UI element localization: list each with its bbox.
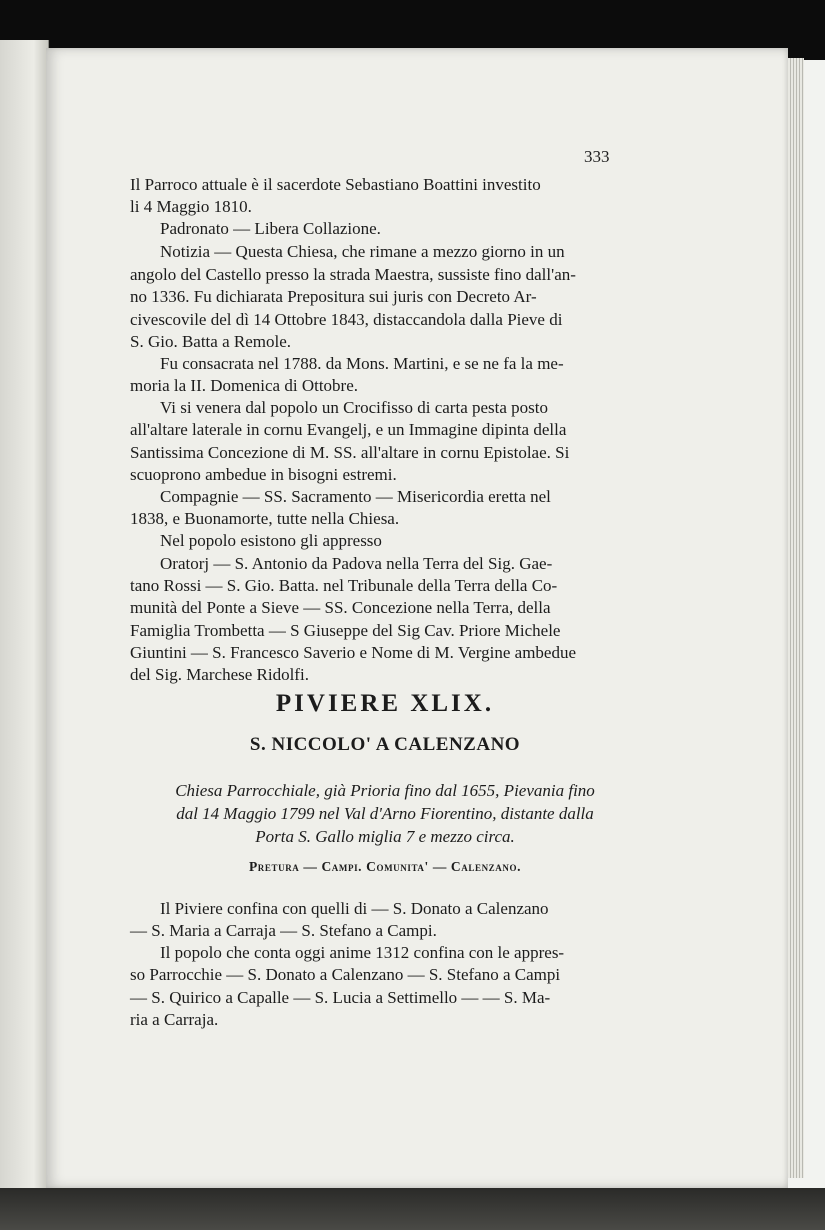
description-line: dal 14 Maggio 1799 nel Val d'Arno Fiorentino, distante dalla bbox=[176, 804, 594, 823]
text-line: no 1336. Fu dichiarata Prepositura sui juris con Decreto Ar- bbox=[130, 287, 537, 306]
text-line: Nel popolo esistono gli appresso bbox=[160, 531, 382, 550]
text-line: angolo del Castello presso la strada Maestra, sussiste fino dall'an- bbox=[130, 265, 576, 284]
text-line: Vi si venera dal popolo un Crocifisso di carta pesta posto bbox=[160, 398, 549, 417]
text-line: Compagnie — SS. Sacramento — Misericordia eretta nel bbox=[160, 487, 551, 506]
closing-line: so Parrocchie — S. Donato a Calenzano — S. Stefano a Campi bbox=[130, 965, 561, 984]
description-line: Porta S. Gallo miglia 7 e mezzo circa. bbox=[255, 827, 515, 846]
jurisdiction-line: Pretura — Campi. Comunita' — Calenzano. bbox=[248, 859, 522, 874]
text-line: S. Gio. Batta a Remole. bbox=[130, 332, 292, 351]
text-line: Famiglia Trombetta — S Giuseppe del Sig Cav. Priore Michele bbox=[130, 621, 561, 640]
table-surface bbox=[0, 1188, 825, 1230]
closing-line: Il popolo che conta oggi anime 1312 confina con le appres- bbox=[160, 943, 565, 962]
text-line: Notizia — Questa Chiesa, che rimane a mezzo giorno in un bbox=[160, 242, 565, 261]
page-number: 333 bbox=[584, 147, 610, 166]
text-line: Giuntini — S. Francesco Saverio e Nome di M. Vergine ambedue bbox=[130, 643, 577, 662]
text-line: Santissima Concezione di M. SS. all'altare in cornu Epistolae. Si bbox=[130, 443, 570, 462]
closing-line: — S. Quirico a Capalle — S. Lucia a Settimello — — S. Ma- bbox=[130, 988, 551, 1007]
text-line: scuoprono ambedue in bisogni estremi. bbox=[130, 465, 397, 484]
text-line: munità del Ponte a Sieve — SS. Concezione nella Terra, della bbox=[130, 598, 551, 617]
text-line: Oratorj — S. Antonio da Padova nella Terra del Sig. Gae- bbox=[160, 554, 553, 573]
text-line: civescovile del dì 14 Ottobre 1843, distaccandola dalla Pieve di bbox=[130, 310, 563, 329]
text-line: li 4 Maggio 1810. bbox=[130, 197, 252, 216]
text-line: moria la II. Domenica di Ottobre. bbox=[130, 376, 359, 395]
text-line: tano Rossi — S. Gio. Batta. nel Tribunale della Terra della Co- bbox=[130, 576, 558, 595]
text-line: Il Parroco attuale è il sacerdote Sebastiano Boattini investito bbox=[130, 175, 541, 194]
text-line: all'altare laterale in cornu Evangelj, e un Immagine dipinta della bbox=[130, 420, 567, 439]
section-subtitle: S. NICCOLO' A CALENZANO bbox=[249, 734, 521, 755]
text-line: Fu consacrata nel 1788. da Mons. Martini, e se ne fa la me- bbox=[160, 354, 564, 373]
closing-line: ria a Carraja. bbox=[130, 1010, 219, 1029]
text-line: Padronato — Libera Collazione. bbox=[160, 219, 381, 238]
section-title: PIVIERE XLIX. bbox=[275, 690, 495, 717]
text-line: del Sig. Marchese Ridolfi. bbox=[130, 665, 309, 684]
description-line: Chiesa Parrocchiale, già Prioria fino dal 1655, Pievania fino bbox=[175, 781, 595, 800]
closing-line: — S. Maria a Carraja — S. Stefano a Campi. bbox=[130, 921, 437, 940]
left-page-edge bbox=[0, 40, 49, 1190]
text-line: 1838, e Buonamorte, tutte nella Chiesa. bbox=[130, 509, 400, 528]
closing-line: Il Piviere confina con quelli di — S. Donato a Calenzano bbox=[160, 899, 549, 918]
